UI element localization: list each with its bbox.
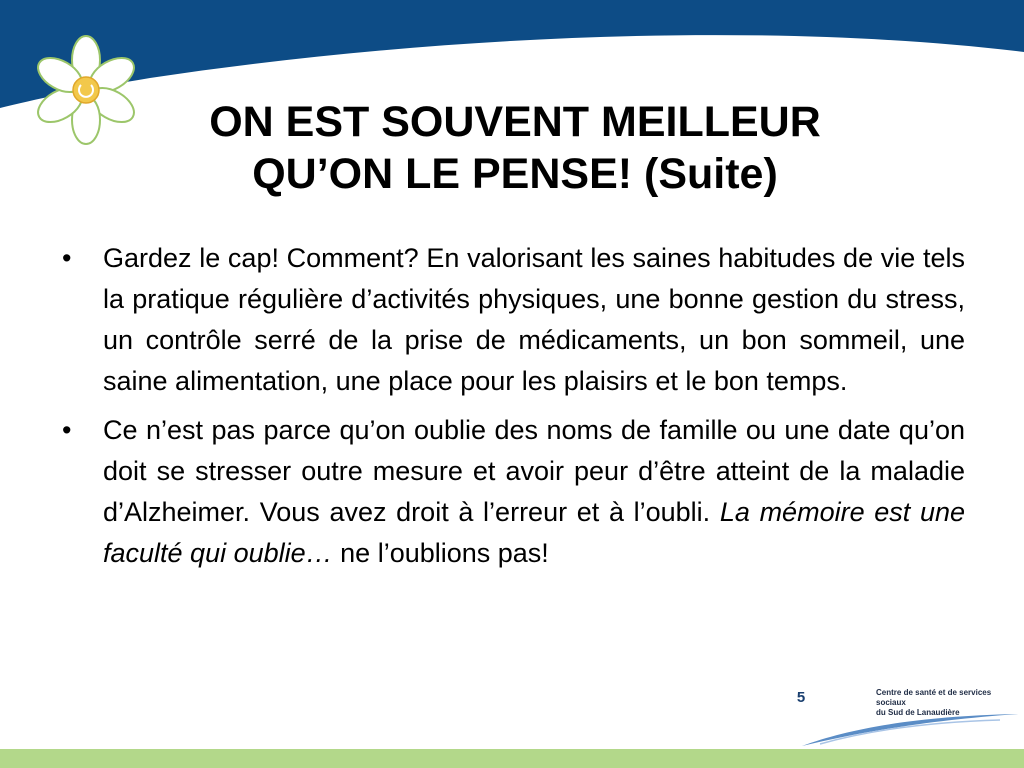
slide-title — [120, 96, 910, 200]
bullet-icon: • — [62, 243, 72, 273]
organization-name — [876, 688, 1021, 718]
organization-name-line-2: du Sud de Lanaudière — [876, 708, 960, 717]
bullet-list — [60, 238, 965, 582]
page-number: 5 — [796, 689, 806, 706]
bullet-text-end: ne l’oublions pas! — [332, 538, 549, 568]
bullet-item — [60, 410, 965, 574]
organization-name-line-1: Centre de santé et de services sociaux — [876, 688, 992, 707]
slide-title-line-2: QU’ON LE PENSE! (Suite) — [252, 150, 778, 198]
bullet-text-italic: La mémoire est une faculté qui oublie… — [103, 497, 966, 568]
slide-title-line-1: ON EST SOUVENT MEILLEUR — [209, 98, 821, 146]
bullet-text: Ce n’est pas parce qu’on oublie des noms de famille ou une date qu’on doit se stresser outre mesure et avoir peur d’être atteint de la maladie d’Alzheimer. Vous avez droit à l’erreur et à l’oubli. — [103, 415, 965, 527]
footer-band — [0, 749, 1024, 768]
bullet-text: Gardez le cap! Comment? En valorisant les saines habitudes de vie tels la pratique régulière d’activités physiques, une bonne gestion du stress, un contrôle serré de la prise de médicaments, un bon sommeil, une saine alimentation, une place pour les plaisirs et le bon temps. — [103, 243, 965, 396]
bullet-icon: • — [62, 415, 72, 445]
bullet-item — [60, 238, 965, 402]
